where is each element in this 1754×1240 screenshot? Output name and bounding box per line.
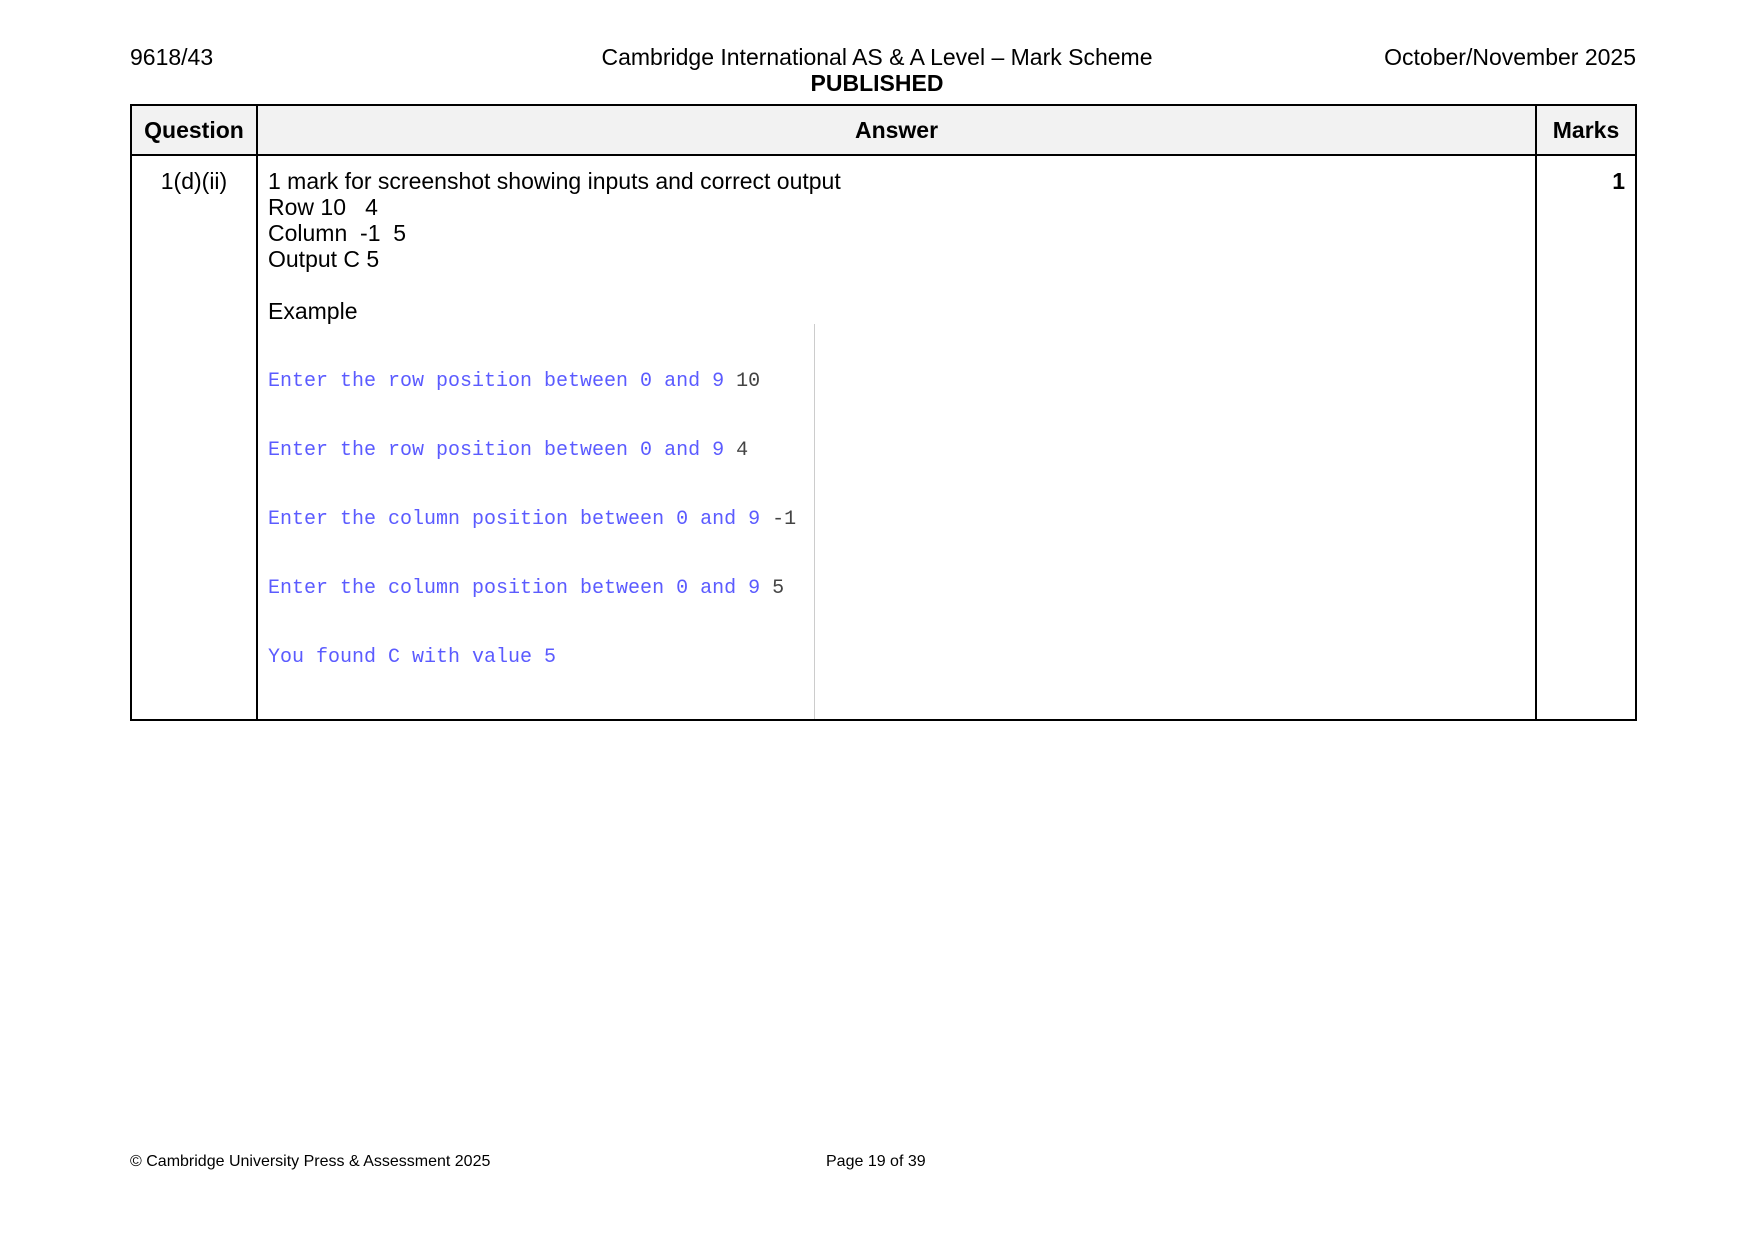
console-line [268, 370, 796, 393]
console-input: -1 [772, 508, 797, 531]
exam-session: October/November 2025 [1384, 44, 1636, 70]
copyright-notice: © Cambridge University Press & Assessment 2025 [130, 1153, 491, 1170]
table-header-row [131, 105, 1636, 155]
answer-line: Output C 5 [268, 246, 380, 272]
console-screenshot [268, 324, 815, 719]
console-input: 10 [736, 370, 761, 393]
mark-scheme-table [130, 104, 1637, 721]
console-prompt: Enter the row position between 0 and 9 [268, 439, 737, 462]
console-output: You found C with value 5 [268, 646, 557, 669]
marks-value: 1 [1536, 155, 1636, 720]
console-prompt: Enter the row position between 0 and 9 [268, 370, 737, 393]
table-row [131, 155, 1636, 720]
example-label: Example [268, 298, 358, 324]
console-line [268, 577, 796, 600]
console-input: 5 [772, 577, 785, 600]
answer-line: 1 mark for screenshot showing inputs and correct output [268, 168, 841, 194]
console-input: 4 [736, 439, 749, 462]
column-header-question: Question [131, 105, 257, 155]
column-header-marks: Marks [1536, 105, 1636, 155]
answer-line: Column -1 5 [268, 220, 407, 246]
answer-line: Row 10 4 [268, 194, 378, 220]
console-line [268, 508, 796, 531]
paper-code: 9618/43 [130, 44, 214, 70]
column-header-answer: Answer [257, 105, 1536, 155]
console-prompt: Enter the column position between 0 and 9 [268, 577, 773, 600]
answer-cell [257, 155, 1536, 720]
page-number: Page 19 of 39 [826, 1153, 926, 1170]
document-title: Cambridge International AS & A Level – Mark Scheme [601, 44, 1153, 70]
console-prompt: Enter the column position between 0 and 9 [268, 508, 773, 531]
published-label: PUBLISHED [810, 70, 944, 96]
spacer [268, 272, 1525, 298]
console-line [268, 439, 796, 462]
question-number: 1(d)(ii) [131, 155, 257, 720]
console-line [268, 646, 796, 669]
